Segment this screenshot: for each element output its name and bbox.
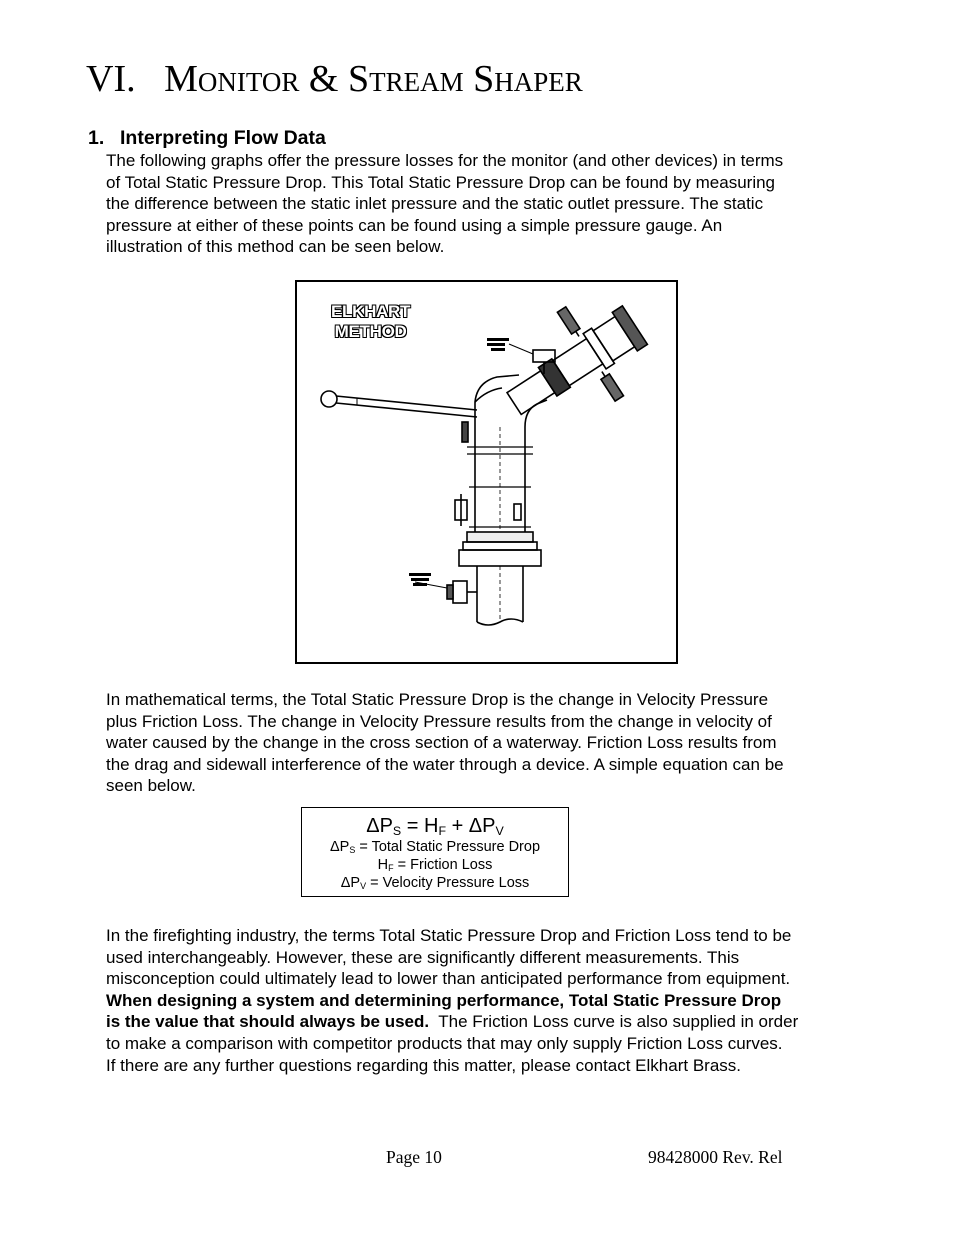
document-revision: 98428000 Rev. Rel	[648, 1147, 783, 1167]
paragraph-line: In mathematical terms, the Total Static Pressure Drop is the change in Velocity Pressure	[106, 690, 769, 709]
paragraph-line: of Total Static Pressure Drop. This Total Static Pressure Drop can be found by measuring	[106, 172, 776, 192]
paragraph-line: water caused by the change in the cross section of a waterway. Friction Loss results from	[106, 733, 777, 753]
def-symbol: H	[377, 857, 389, 873]
paragraph-line: to make a comparison with competitor products that may only supply Friction Loss curves.	[106, 1033, 783, 1053]
eq-lhs-sub: S	[392, 824, 402, 839]
section-title	[86, 56, 583, 105]
subsection-title: Interpreting Flow Data	[120, 127, 326, 149]
equation-def-friction	[302, 856, 568, 874]
eq-plus: + ΔP	[446, 815, 496, 837]
def-text: = Velocity Pressure Loss	[366, 875, 530, 891]
equation-def-static	[302, 838, 568, 856]
equation-box	[301, 807, 569, 897]
paragraph-line: the drag and sidewall interference of the water through a device. A simple equation can be	[106, 754, 784, 774]
paragraph-line: pressure at either of these points can be found using a simple pressure gauge. An	[106, 215, 723, 235]
paragraph-line: seen below.	[106, 776, 196, 796]
def-sub: S	[349, 845, 356, 856]
elkhart-method-figure	[295, 280, 678, 664]
figure-label-line2: METHOD	[334, 322, 407, 341]
title-cap-s2: S	[473, 58, 495, 100]
title-cap-m: M	[164, 58, 198, 100]
title-rest-monitor: ONITOR	[197, 67, 300, 97]
intro-paragraph	[106, 150, 886, 258]
paragraph-line-mixed	[106, 1011, 886, 1033]
def-symbol: ΔP	[329, 839, 350, 855]
def-text: = Total Static Pressure Drop	[355, 839, 541, 855]
page-number: Page 10	[386, 1147, 442, 1167]
eq-equals: = H	[401, 815, 439, 837]
title-rest-stream: TREAM	[369, 67, 464, 97]
def-symbol: ΔP	[340, 875, 361, 891]
paragraph-line: In the firefighting industry, the terms Total Static Pressure Drop and Friction Loss tend to be	[106, 926, 792, 945]
paragraph-line: plus Friction Loss. The change in Velocity Pressure results from the change in velocity of	[106, 711, 772, 731]
paragraph-line: The following graphs offer the pressure losses for the monitor (and other devices) in terms	[106, 151, 784, 170]
industry-paragraph	[106, 925, 886, 1076]
regular-text: The Friction Loss curve is also supplied in order	[429, 1012, 799, 1032]
math-paragraph	[106, 689, 886, 797]
eq-lhs: ΔP	[366, 815, 393, 837]
def-text: = Friction Loss	[393, 857, 493, 873]
paragraph-line-bold	[106, 990, 886, 1012]
paragraph-line: illustration of this method can be seen below.	[106, 237, 445, 257]
title-ampersand: &	[308, 58, 339, 100]
bold-text: is the value that should always be used.	[106, 1012, 430, 1032]
section-numeral: VI.	[86, 58, 136, 100]
paragraph-line: the difference between the static inlet pressure and the static outlet pressure. The static	[106, 194, 764, 214]
eq-h-sub: F	[438, 824, 447, 839]
eq-v-sub: V	[495, 824, 504, 839]
equation-main	[302, 814, 568, 838]
figure-label-line1: ELKHART	[331, 302, 411, 321]
paragraph-line: used interchangeably. However, these are significantly different measurements. This	[106, 947, 740, 967]
def-sub: F	[388, 863, 394, 874]
figure-label	[331, 302, 410, 342]
bold-text: When designing a system and determining performance, Total Static Pressure Drop	[106, 990, 782, 1010]
title-rest-shaper: HAPER	[494, 67, 583, 97]
subsection-heading	[88, 126, 326, 150]
paragraph-line: misconception could ultimately lead to lower than anticipated performance from equipment.	[106, 969, 791, 989]
equation-def-velocity	[302, 874, 568, 892]
paragraph-line: If there are any further questions regarding this matter, please contact Elkhart Brass.	[106, 1055, 741, 1075]
def-sub: V	[360, 881, 367, 892]
title-cap-s: S	[347, 58, 370, 100]
subsection-number: 1.	[88, 127, 105, 149]
